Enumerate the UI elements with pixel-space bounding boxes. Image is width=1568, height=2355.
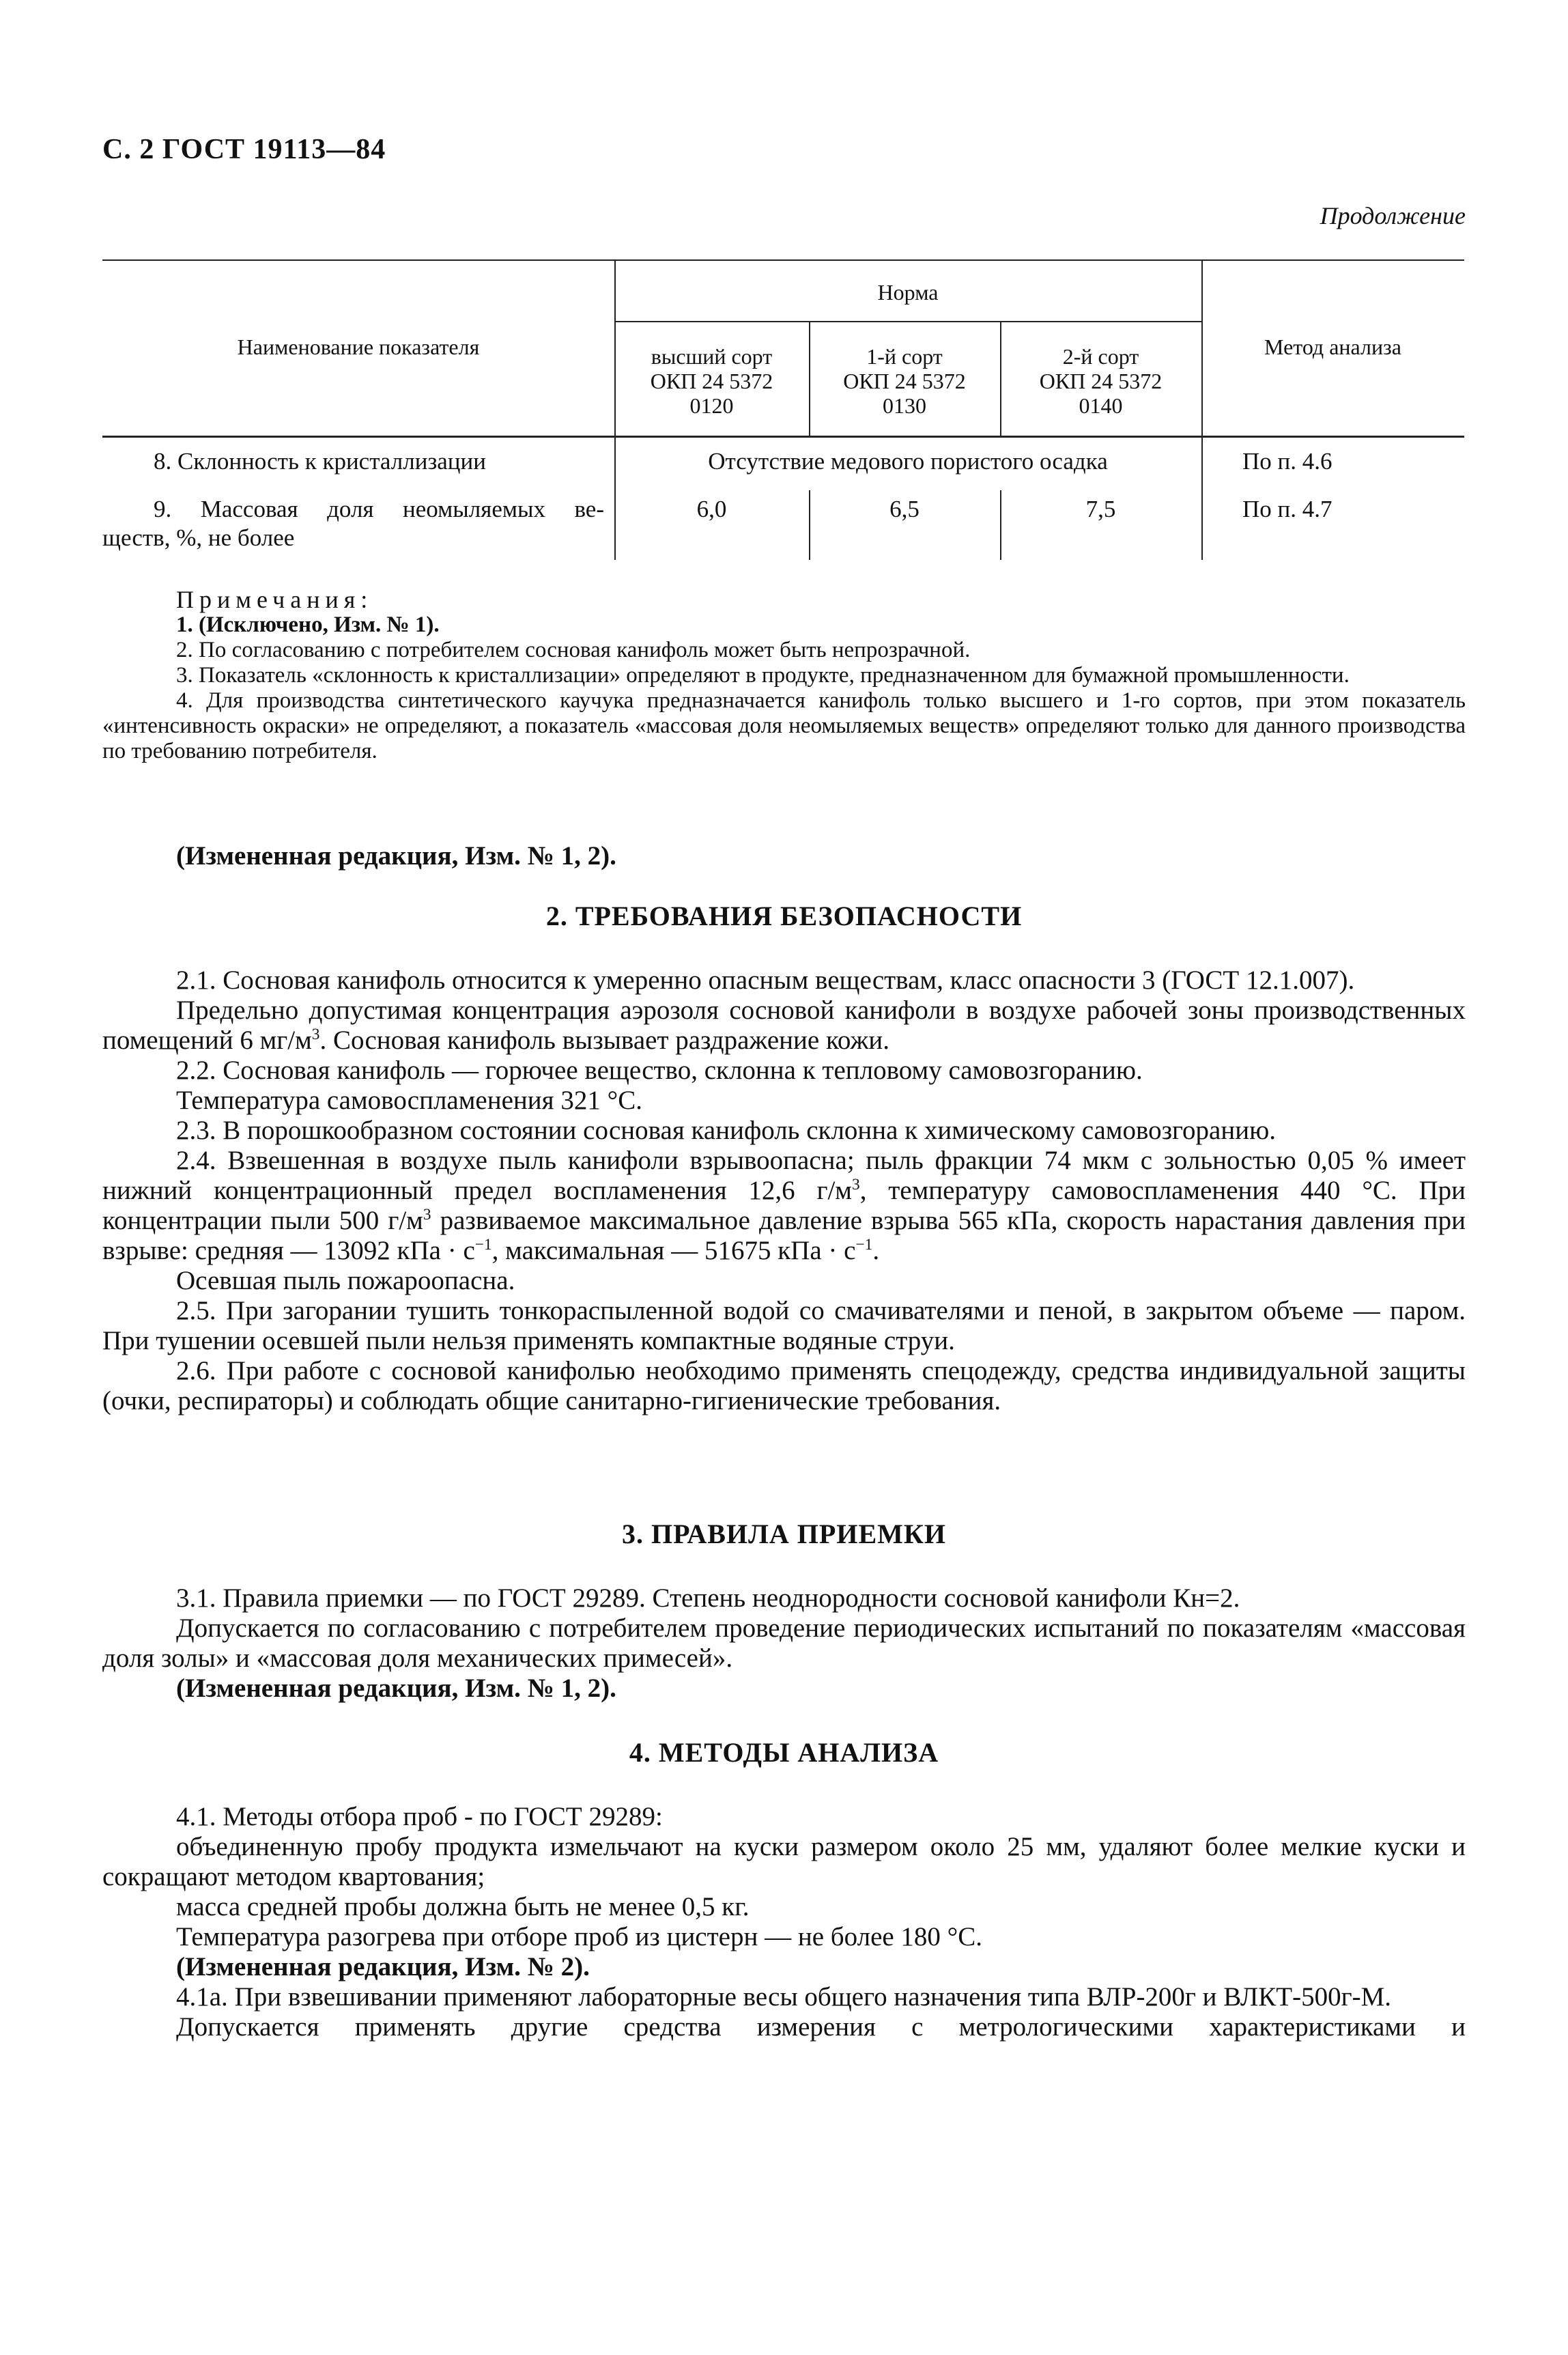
- row-name: 8. Склонность к кристаллизации: [154, 448, 486, 475]
- text-run: 2.4. Взвешенная в воздухе пыль канифоли взрывоопасна; пыль фракции 74 мкм с зольностью 0,05 % имеет нижний концентрационный предел воспламенения 12,6 г/м: [102, 1146, 1466, 1205]
- grade-header: [614, 344, 809, 418]
- text-run: . Сосновая канифоль вызывает раздражение кожи.: [319, 1026, 890, 1055]
- section-title: 2. ТРЕБОВАНИЯ БЕЗОПАСНОСТИ: [545, 901, 1023, 931]
- row-method: По п. 4.6: [1242, 448, 1332, 475]
- grade-header: [809, 344, 1000, 418]
- note-1: 1. (Исключено, Изм. № 1).: [176, 612, 440, 637]
- grade-code: 0130: [883, 393, 926, 418]
- grade-title: 2-й сорт: [1062, 344, 1139, 369]
- grade-code: 0140: [1079, 393, 1123, 418]
- row-method: По п. 4.7: [1242, 496, 1332, 522]
- section-title: 4. МЕТОДЫ АНАЛИЗА: [629, 1737, 939, 1768]
- grade-okp: ОКП 24 5372: [650, 369, 773, 393]
- header-norm: Норма: [877, 280, 939, 305]
- grade-title: высший сорт: [651, 344, 773, 369]
- superscript: 3: [851, 1176, 860, 1194]
- row-name-line2: ществ, %, не более: [102, 524, 295, 551]
- edit-note: (Измененная редакция, Изм. № 1, 2).: [176, 1674, 616, 1703]
- row-value: 7,5: [1085, 496, 1116, 522]
- note-3: 3. Показатель «склонность к кристаллизации» определяют в продукте, предназначенном для бумажной промышленности.: [176, 663, 1350, 688]
- text-run: Предельно допустимая концентрация аэрозоля сосновой канифоли в воздухе рабочей зоны производственных помещений 6 мг/м: [102, 996, 1466, 1055]
- superscript: 3: [423, 1206, 431, 1224]
- superscript: −1: [855, 1236, 873, 1254]
- paragraph: [102, 996, 1466, 1056]
- paragraph: 2.6. При работе с сосновой канифолью необходимо применять спецодежду, средства индивидуальной защиты (очки, респираторы) и соблюдать общие санитарно-гигиенические требования.: [102, 1356, 1466, 1415]
- paragraph: Осевшая пыль пожароопасна.: [176, 1266, 515, 1295]
- superscript: −1: [474, 1236, 492, 1254]
- paragraph: масса средней пробы должна быть не менее 0,5 кг.: [176, 1892, 750, 1921]
- paragraph: 3.1. Правила приемки — по ГОСТ 29289. Степень неоднородности сосновой канифоли Кн=2.: [176, 1583, 1240, 1613]
- note-2: 2. По согласованию с потребителем сосновая канифоль может быть непрозрачной.: [176, 638, 971, 662]
- paragraph: Допускается по согласованию с потребителем проведение периодических испытаний по показателям «массовая доля золы» и «массовая доля механических примесей».: [102, 1613, 1466, 1673]
- section-4: [102, 1738, 1466, 2042]
- text-run: , температуру самовоспламенения 440 °С. При концентрации пыли 500 г/м: [102, 1176, 1466, 1235]
- row-name-line1: 9. Массовая доля неомыляемых ве-: [154, 496, 604, 522]
- section-2: [102, 901, 1466, 1416]
- text-run: развиваемое максимальное давление взрыва 565 кПа, скорость нарастания давления при взрыве: средняя — 13092 кПа · с: [102, 1206, 1466, 1265]
- row-name: [102, 495, 604, 552]
- edit-note: (Измененная редакция, Изм. № 2).: [176, 1952, 590, 1982]
- grade-title: 1-й сорт: [866, 344, 943, 369]
- paragraph: объединенную пробу продукта измельчают на куски размером около 25 мм, удаляют более мелкие куски и сокращают методом квартования;: [102, 1832, 1466, 1891]
- note-4: 4. Для производства синтетического каучука предназначается канифоль только высшего и 1-го сортов, при этом показатель «интенсивность окраски» не определяют, а показатель «массовая доля неомыляемых веществ» определяют только для данного производства по требованию потребителя.: [102, 688, 1466, 763]
- continuation-label: Продолжение: [1320, 202, 1466, 229]
- grade-code: 0120: [689, 393, 734, 418]
- row-value: 6,0: [696, 496, 727, 522]
- page-header-ref: С. 2 ГОСТ 19113—84: [102, 134, 386, 165]
- norms-table: [102, 259, 1464, 560]
- paragraph: 2.3. В порошкообразном состоянии сосновая канифоль склонна к химическому самовозгоранию.: [176, 1116, 1276, 1145]
- edit-note-wrap: [102, 841, 1466, 871]
- grade-okp: ОКП 24 5372: [1039, 369, 1163, 393]
- header-method: Метод анализа: [1264, 335, 1401, 359]
- paragraph: Допускается применять другие средства измерения с метрологическими характеристиками и: [176, 2012, 1466, 2042]
- edit-note: (Измененная редакция, Изм. № 1, 2).: [176, 841, 616, 871]
- header-name: Наименование показателя: [237, 335, 480, 359]
- grade-okp: ОКП 24 5372: [843, 369, 966, 393]
- paragraph: 4.1а. При взвешивании применяют лабораторные весы общего назначения типа ВЛР-200г и ВЛКТ-500г-М.: [176, 1982, 1392, 2012]
- section-3: [102, 1519, 1466, 1704]
- row-norm-all: Отсутствие медового пористого осадка: [708, 448, 1108, 475]
- paragraph: 2.5. При загорании тушить тонкораспыленной водой со смачивателями и пеной, в закрытом объеме — паром. При тушении осевшей пыли нельзя применять компактные водяные струи.: [102, 1296, 1466, 1355]
- grade-header: [1000, 344, 1201, 418]
- text-run: , максимальная — 51675 кПа · с: [491, 1236, 856, 1265]
- notes-block: [102, 587, 1466, 764]
- notes-title: Примечания:: [176, 586, 373, 613]
- paragraph: [102, 1146, 1466, 1266]
- paragraph: Температура самовоспламенения 321 °С.: [176, 1086, 642, 1115]
- paragraph: 4.1. Методы отбора проб - по ГОСТ 29289:: [176, 1802, 663, 1831]
- superscript: 3: [311, 1026, 320, 1043]
- row-value: 6,5: [889, 496, 920, 522]
- paragraph: 2.1. Сосновая канифоль относится к умеренно опасным веществам, класс опасности 3 (ГОСТ 12.1.007).: [176, 965, 1355, 995]
- paragraph: Температура разогрева при отборе проб из цистерн — не более 180 °С.: [176, 1922, 983, 1951]
- section-title: 3. ПРАВИЛА ПРИЕМКИ: [621, 1519, 946, 1549]
- paragraph: 2.2. Сосновая канифоль — горючее вещество, склонна к тепловому самовозгоранию.: [176, 1056, 1143, 1085]
- text-run: .: [872, 1236, 880, 1265]
